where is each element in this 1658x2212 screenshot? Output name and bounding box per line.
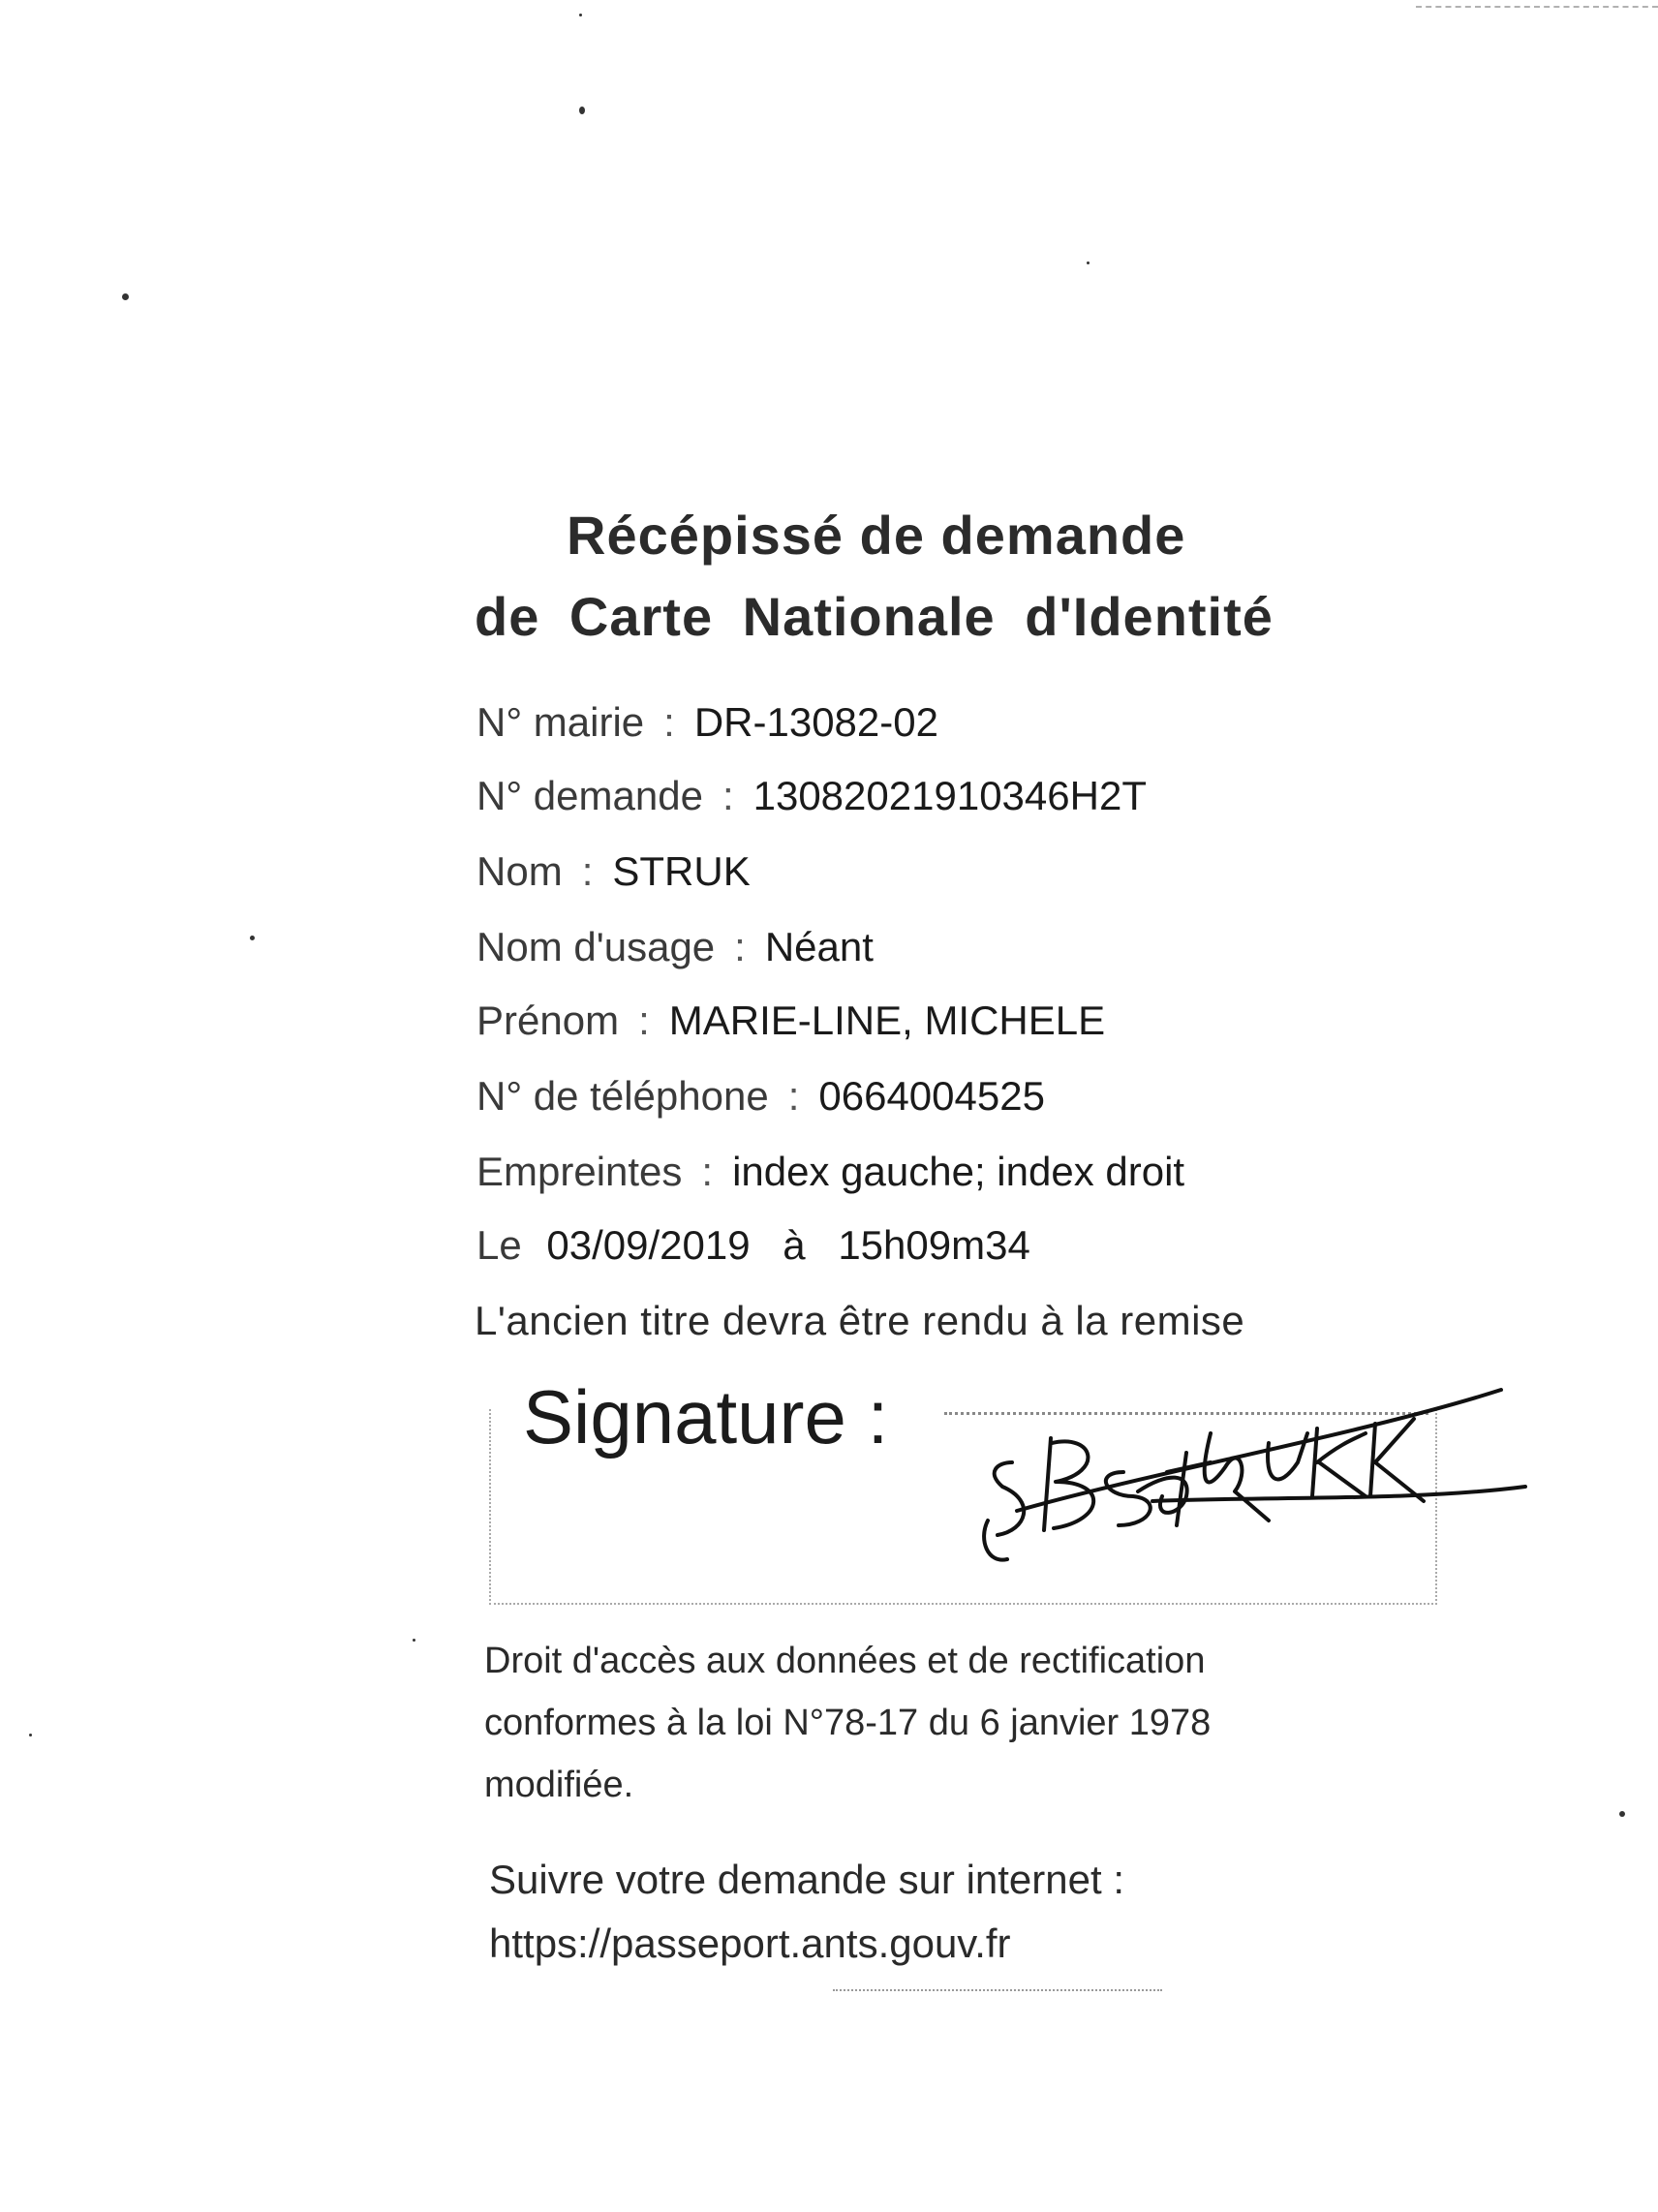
field-mairie [476, 699, 938, 746]
field-at: à [783, 1222, 806, 1268]
field-value: Néant [764, 924, 874, 969]
scan-speck [1619, 1811, 1625, 1817]
field-separator: : [663, 699, 675, 745]
document-title-line-2: de Carte Nationale d'Identité [475, 586, 1274, 647]
scan-speck [413, 1639, 415, 1642]
field-label: Le [476, 1222, 522, 1268]
field-telephone [476, 1073, 1045, 1120]
follow-text: Suivre votre demande sur internet : [489, 1857, 1125, 1902]
field-label: N° mairie [476, 699, 645, 745]
scan-speck [579, 107, 585, 114]
legal-notice [484, 1630, 1414, 1816]
legal-line: modifiée. [484, 1765, 634, 1805]
follow-request [489, 1848, 1419, 1976]
scan-artifact-line [833, 1989, 1162, 1991]
field-label: N° demande [476, 773, 703, 818]
field-nom-usage [476, 924, 874, 970]
field-value: 0664004525 [818, 1073, 1045, 1119]
field-empreintes [476, 1149, 1184, 1195]
handwritten-signature [959, 1327, 1540, 1579]
scan-speck [122, 293, 129, 300]
scan-speck [29, 1734, 32, 1736]
field-separator: : [581, 848, 594, 894]
signature-label: Signature : [523, 1374, 889, 1459]
field-demande [476, 773, 1147, 819]
field-separator: : [734, 924, 746, 969]
field-separator: : [638, 998, 650, 1043]
follow-url-link[interactable]: https://passeport.ants.gouv.fr [489, 1920, 1011, 1966]
field-separator: : [787, 1073, 800, 1119]
field-separator: : [722, 773, 734, 818]
field-label: Nom d'usage [476, 924, 716, 969]
field-date [476, 1222, 1030, 1269]
field-separator: : [701, 1149, 714, 1194]
field-nom [476, 848, 751, 895]
field-label: Empreintes [476, 1149, 683, 1194]
return-notice: L'ancien titre devra être rendu à la remise [475, 1298, 1245, 1343]
field-label: N° de téléphone [476, 1073, 769, 1119]
scan-speck [579, 14, 582, 16]
scan-speck [1087, 261, 1090, 264]
legal-line: conformes à la loi N°78-17 du 6 janvier 1978 [484, 1703, 1212, 1743]
field-value: DR-13082-02 [693, 699, 938, 745]
field-label: Prénom [476, 998, 620, 1043]
scan-speck [250, 936, 255, 940]
scan-artifact-line [1416, 0, 1658, 8]
legal-line: Droit d'accès aux données et de rectification [484, 1641, 1206, 1681]
field-prenom [476, 998, 1105, 1044]
document-title-line-1: Récépissé de demande [567, 505, 1186, 566]
field-value: MARIE-LINE, MICHELE [668, 998, 1106, 1043]
field-date-value: 03/09/2019 [546, 1222, 751, 1268]
field-label: Nom [476, 848, 563, 894]
field-value: STRUK [612, 848, 751, 894]
field-time-value: 15h09m34 [838, 1222, 1030, 1268]
field-value: 13082021910346H2T [752, 773, 1147, 818]
field-value: index gauche; index droit [732, 1149, 1185, 1194]
